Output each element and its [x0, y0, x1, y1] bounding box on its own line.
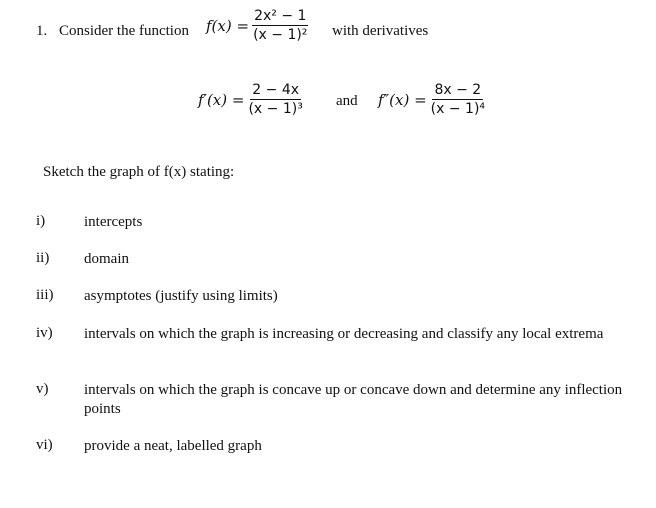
item-number: iv) [36, 325, 53, 341]
fx-numerator: 2x² − 1 [254, 8, 307, 24]
item-text: domain [84, 251, 129, 267]
function-definition [206, 8, 311, 43]
second-derivative [378, 82, 489, 117]
item-text: provide a neat, labelled graph [84, 438, 262, 454]
sketch-instruction: Sketch the graph of f(x) stating: [43, 164, 235, 180]
item-text: intercepts [84, 214, 143, 230]
fpp-label: f″(x) = [378, 90, 427, 109]
item-number: v) [36, 381, 49, 397]
item-number: i) [36, 213, 46, 229]
fp-denominator: (x − 1)³ [248, 101, 303, 117]
fpp-fraction [429, 82, 487, 117]
item-text: intervals on which the graph is concave up or concave down and determine any inflection points [84, 382, 623, 417]
with-derivatives-text: with derivatives [332, 23, 429, 39]
item-number: vi) [36, 437, 53, 453]
item-text: asymptotes (justify using limits) [84, 288, 278, 304]
fx-label: f(x) = [206, 16, 250, 35]
item-number: ii) [36, 250, 50, 266]
problem-number: 1. [36, 23, 48, 39]
problem-intro: Consider the function [59, 23, 189, 39]
item-text: intervals on which the graph is increasing or decreasing and classify any local extrema [84, 326, 604, 342]
first-derivative [198, 82, 307, 117]
fpp-numerator: 8x − 2 [434, 82, 482, 98]
fp-label: f′(x) = [198, 90, 245, 109]
fp-numerator: 2 − 4x [252, 82, 300, 98]
and-text: and [336, 93, 358, 109]
fp-fraction [246, 82, 304, 117]
fx-fraction [251, 8, 309, 43]
fx-denominator: (x − 1)² [253, 27, 308, 43]
fpp-denominator: (x − 1)⁴ [430, 101, 486, 117]
item-number: iii) [36, 287, 54, 303]
